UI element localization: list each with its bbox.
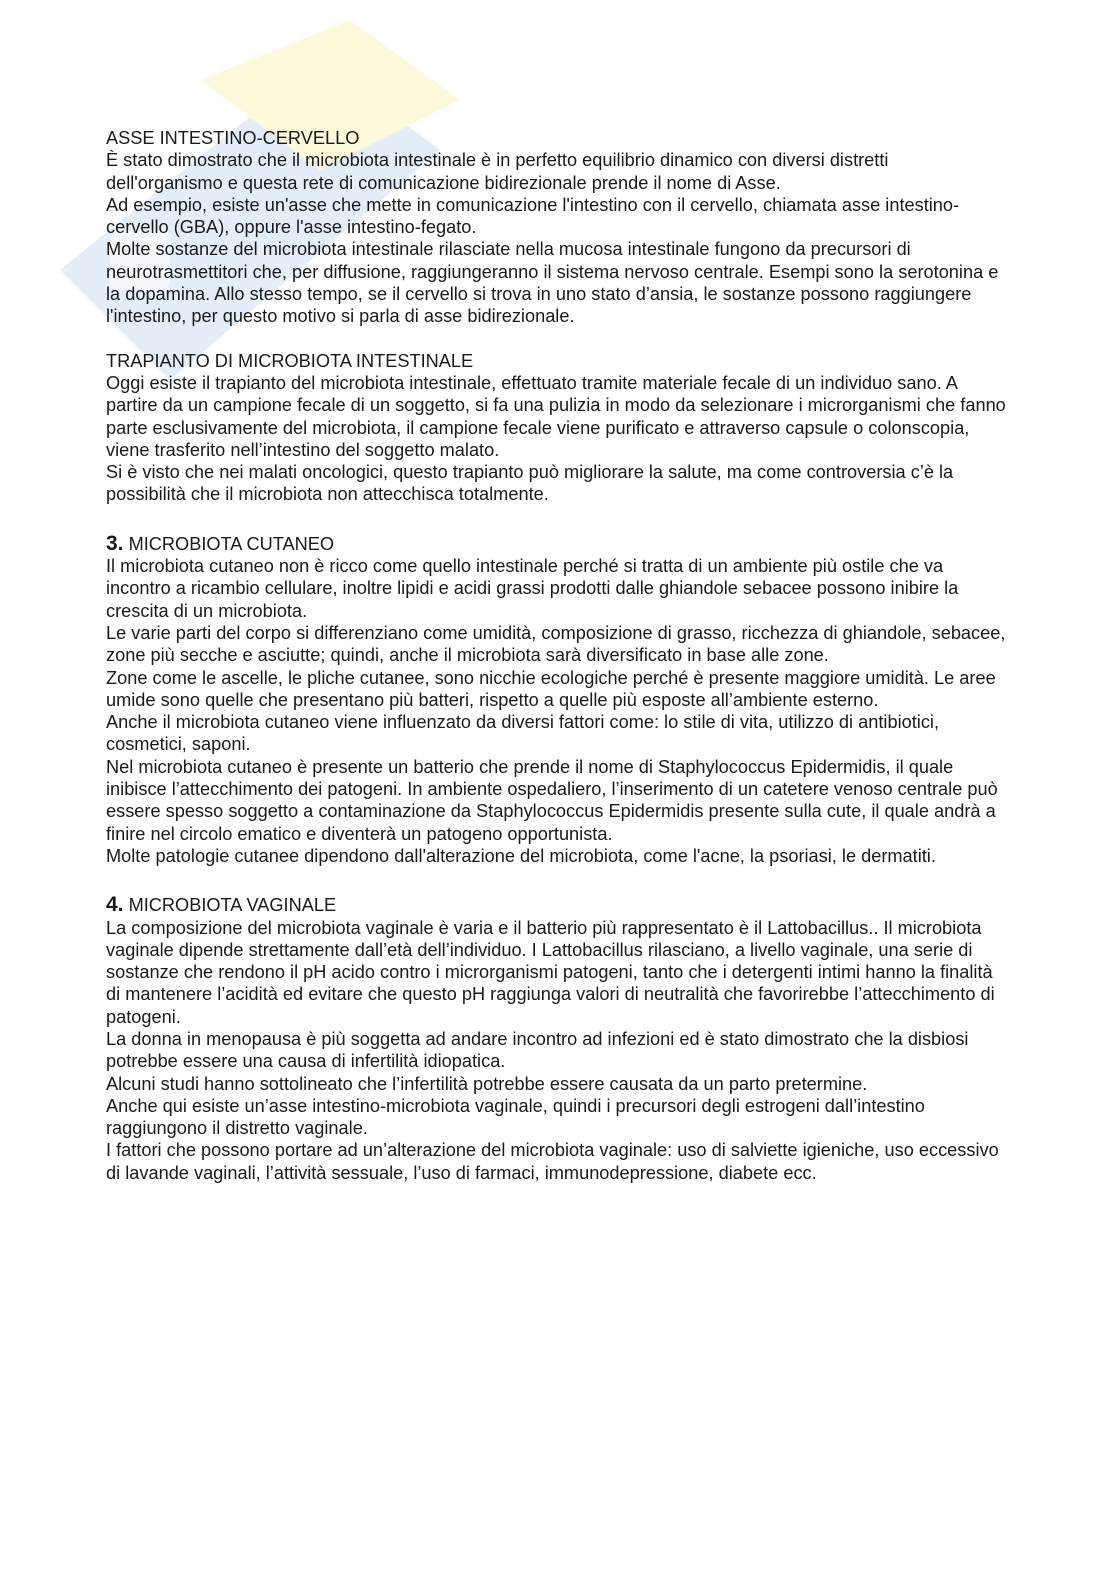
- section-heading: [106, 350, 1006, 372]
- section-heading: [106, 894, 1006, 916]
- section-trapianto-microbiota: [106, 350, 1006, 506]
- paragraph: La composizione del microbiota vaginale è varia e il batterio più rappresentato è il Lattobacillus.. Il microbiota vaginale dipende strettamente dall’età dell’individuo. I Lattobacillus rilasciano, a livello vaginale, una serie di sostanze che rendono il pH acido contro i microrganismi patogeni, tanto che i detergenti intimi hanno la finalità di mantenere l’acidità ed evitare che questo pH raggiunga valori di neutralità che favorirebbe l’attecchimento di patogeni.: [106, 917, 995, 1027]
- paragraph: Molte patologie cutanee dipendono dall'alterazione del microbiota, come l'acne, la psoriasi, le dermatiti.: [106, 845, 936, 866]
- section-heading: [106, 127, 1006, 149]
- section-title: TRAPIANTO DI MICROBIOTA INTESTINALE: [106, 350, 474, 371]
- section-asse-intestino-cervello: [106, 127, 1006, 328]
- paragraph: Molte sostanze del microbiota intestinale rilasciate nella mucosa intestinale fungono da precursori di neurotrasmettitori che, per diffusione, raggiungeranno il sistema nervoso centrale. Esempi sono la serotonina e la dopamina. Allo stesso tempo, se il cervello si trova in uno stato d’ansia, le sostanze possono raggiungere l'intestino, per questo motivo si parla di asse bidirezionale.: [106, 239, 999, 327]
- section-number: 3.: [106, 531, 124, 555]
- paragraph: Il microbiota cutaneo non è ricco come quello intestinale perché si tratta di un ambiente più ostile che va incontro a ricambio cellulare, inoltre lipidi e acidi grassi prodotti dalle ghiandole sebacee possono inibire la crescita di un microbiota.: [106, 556, 959, 621]
- paragraph: Si è visto che nei malati oncologici, questo trapianto può migliorare la salute, ma come controversia c’è la possibilità che il microbiota non attecchisca totalmente.: [106, 462, 954, 505]
- paragraph: Nel microbiota cutaneo è presente un batterio che prende il nome di Staphylococcus Epidermidis, il quale inibisce l’attecchimento dei patogeni. In ambiente ospedaliero, l’inserimento di un catetere venoso centrale può essere spesso soggetto a contaminazione da Staphylococcus Epidermidis presente sulla cute, il quale andrà a finire nel circolo ematico e diventerà un patogeno opportunista.: [106, 756, 998, 844]
- section-title: MICROBIOTA VAGINALE: [123, 895, 337, 916]
- paragraph: Anche il microbiota cutaneo viene influenzato da diversi fattori come: lo stile di vita, utilizzo di antibiotici, cosmetici, saponi.: [106, 712, 940, 755]
- paragraph: Oggi esiste il trapianto del microbiota intestinale, effettuato tramite materiale fecale di un individuo sano. A partire da un campione fecale di un soggetto, si fa una pulizia in modo da selezionare i microrganismi che fanno parte esclusivamente del microbiota, il campione fecale viene purificato e attraverso capsule o colonscopia, viene trasferito nell’intestino del soggetto malato.: [106, 372, 1006, 460]
- document-body: [106, 127, 1006, 1184]
- paragraph: Ad esempio, esiste un'asse che mette in comunicazione l'intestino con il cervello, chiamata asse intestino-cervello (GBA), oppure l'asse intestino-fegato.: [106, 194, 960, 238]
- section-title: ASSE INTESTINO-CERVELLO: [106, 128, 360, 148]
- paragraph: La donna in menopausa è più soggetta ad andare incontro ad infezioni ed è stato dimostrato che la disbiosi potrebbe essere una causa di infertilità idiopatica.: [106, 1028, 969, 1072]
- paragraph: Le varie parti del corpo si differenziano come umidità, composizione di grasso, ricchezza di ghiandole, sebacee, zone più secche e asciutte; quindi, anche il microbiota sarà diversificato in base alle zone.: [106, 622, 1006, 666]
- section-heading: [106, 533, 1006, 555]
- section-title: MICROBIOTA CUTANEO: [123, 533, 335, 554]
- section-microbiota-cutaneo: [106, 533, 1006, 867]
- paragraph: Anche qui esiste un’asse intestino-microbiota vaginale, quindi i precursori degli estrogeni dall’intestino raggiungono il distretto vaginale.: [106, 1095, 925, 1139]
- section-number: 4.: [106, 893, 124, 917]
- paragraph: I fattori che possono portare ad un’alterazione del microbiota vaginale: uso di salviette igieniche, uso eccessivo di lavande vaginali, l’attività sessuale, l’uso di farmaci, immunodepressione, diabete ecc.: [106, 1140, 999, 1183]
- paragraph: È stato dimostrato che il microbiota intestinale è in perfetto equilibrio dinamico con diversi distretti dell'organismo e questa rete di comunicazione bidirezionale prende il nome di Asse.: [106, 150, 889, 193]
- paragraph: Alcuni studi hanno sottolineato che l’infertilità potrebbe essere causata da un parto pretermine.: [106, 1073, 868, 1094]
- section-microbiota-vaginale: [106, 894, 1006, 1184]
- paragraph: Zone come le ascelle, le pliche cutanee, sono nicchie ecologiche perché è presente maggiore umidità. Le aree umide sono quelle che presentano più batteri, rispetto a quelle più esposte all’ambiente esterno.: [106, 667, 996, 710]
